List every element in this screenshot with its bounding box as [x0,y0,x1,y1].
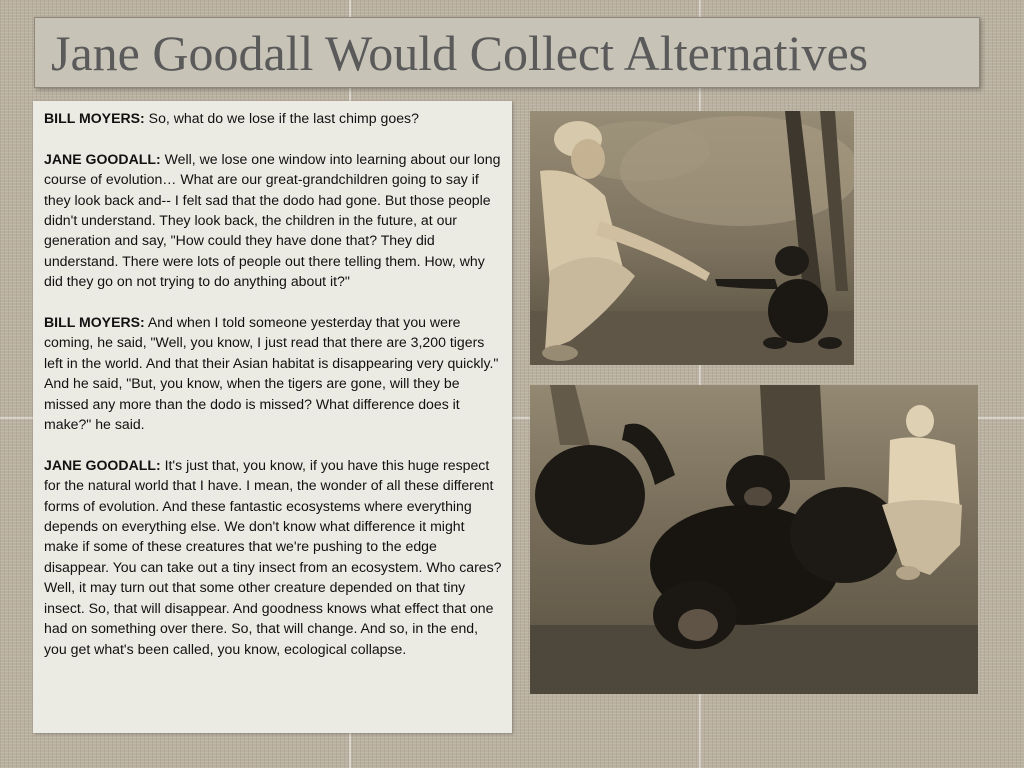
transcript-panel [33,101,512,733]
speaker-label: JANE GOODALL: [44,456,161,473]
woman-face [571,139,605,179]
woman-shoe [542,345,578,361]
photo-illustration [530,111,854,365]
transcript-text: So, what do we lose if the last chimp goes? [144,110,419,126]
speaker-label: JANE GOODALL: [44,150,161,167]
transcript-paragraph [44,108,502,128]
chimp-body [790,487,900,583]
transcript-text: And when I told someone yesterday that you were coming, he said, "Well, you know, I just read that there are 3,200 tigers left in the world. And that their Asian habitat is disappearing very quickly." And he said, "But, you know, when the tigers are gone, will they be missed any more than the dodo is missed? What difference does it make?" he said. [44,314,499,433]
transcript-text: Well, it may turn out that some other creature depended on that tiny insect. So, that will disappear. And goodness knows what effect that one had on something over there. So, that will change. And so, in the end, you get what's been called, you know, ecological collapse. [44,579,494,657]
slide-title: Jane Goodall Would Collect Alternatives [51,25,869,81]
woman-head [906,405,934,437]
transcript-paragraph [44,577,502,659]
ground [530,625,978,694]
woman-shoe [896,566,920,580]
chimp-face [744,487,772,507]
transcript-paragraph [44,312,502,434]
transcript-text: Well, we lose one window into learning about our long course of evolution… What are our great-grandchildren going to say if they look back and-- I felt sad that the dodo had gone. But those people didn't understand. They look back, the children in the future, at our generation and say, "How could they have done that? They did understand. There were lots of people out there telling them. How, why did they go on not trying to do anything about it?" [44,150,501,290]
transcript-paragraph [44,455,502,577]
photo-goodall-with-infant-chimp [530,111,854,365]
title-box [34,17,980,88]
transcript-paragraph [44,149,502,292]
photo-goodall-with-chimp-group [530,385,978,694]
infant-chimp-foot [818,337,842,349]
infant-chimp-foot [763,337,787,349]
transcript-text: It's just that, you know, if you have this huge respect for the natural world that I have. I mean, the wonder of all these different forms of evolution. And these fantastic ecosystems where everything depends on everything else. We don't know what difference it might make if some of these creatures that we're pushing to the edge disappear. You can take out a tiny insect from an ecosystem. Who cares? [44,456,502,575]
woman-shirt [888,437,960,510]
speaker-label: BILL MOYERS: [44,110,145,126]
speaker-label: BILL MOYERS: [44,314,145,331]
photo-illustration [530,385,978,694]
chimp-body [535,445,645,545]
chimp-face [678,609,718,641]
infant-chimp-head [775,246,809,276]
